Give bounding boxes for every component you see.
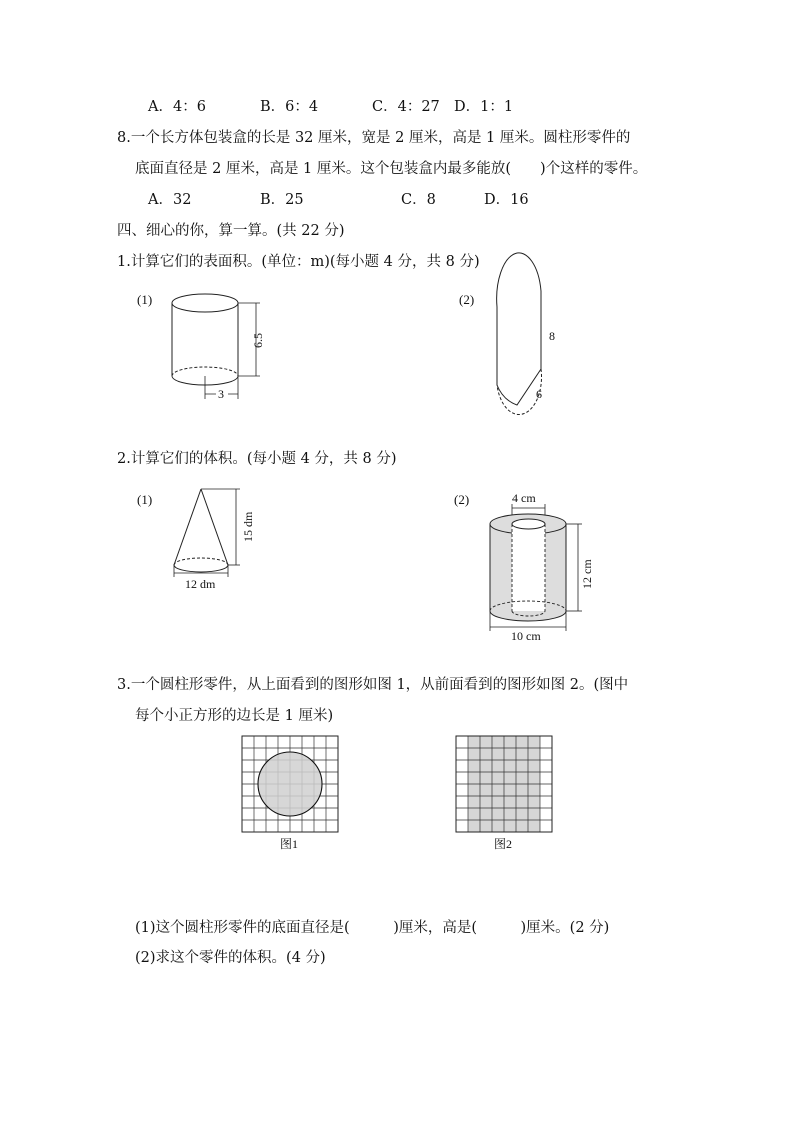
q7-option-a: A．4：6 — [148, 99, 206, 115]
cylinder-figure — [125, 285, 285, 410]
cone-figure — [125, 485, 275, 595]
circle-shape — [258, 752, 322, 816]
q7-option-b: B．6：4 — [260, 99, 319, 115]
radius-label: 3 — [218, 387, 224, 401]
radius-label: 6 — [536, 387, 542, 401]
problem-3-line-1: 3.一个圆柱形零件，从上面看到的图形如图 1，从前面看到的图形如图 2。(图中 — [117, 677, 629, 693]
grid-figure-2 — [454, 735, 554, 860]
problem-1-title: 1.计算它们的表面积。(单位：m)(每小题 4 分，共 8 分) — [117, 254, 480, 270]
outer-diameter-label: 10 cm — [511, 629, 541, 643]
grid-2-caption: 图2 — [494, 837, 513, 851]
figure-label: (2) — [459, 292, 475, 307]
q8-option-b: B．25 — [260, 192, 304, 208]
height-label: 15 dm — [241, 511, 255, 542]
height-label: 8 — [549, 329, 555, 343]
section-title: 四、细心的你，算一算。(共 22 分) — [117, 223, 345, 239]
height-label: 12 cm — [580, 559, 594, 589]
grid-1-caption: 图1 — [280, 837, 299, 851]
half-cylinder-figure — [455, 285, 585, 410]
figure-label: (1) — [137, 292, 153, 307]
diameter-label: 12 dm — [185, 577, 216, 591]
q8-option-a: A．32 — [148, 192, 192, 208]
q7-option-c: C．4：27 — [372, 99, 440, 115]
inner-diameter-label: 4 cm — [512, 491, 536, 505]
figure-label: (1) — [137, 492, 153, 507]
problem-3-line-2: 每个小正方形的边长是 1 厘米) — [135, 708, 334, 724]
q8-line-1: 8.一个长方体包装盒的长是 32 厘米，宽是 2 厘米，高是 1 厘米。圆柱形零件的 — [117, 130, 631, 146]
q8-line-2: 底面直径是 2 厘米，高是 1 厘米。这个包装盒内最多能放( )个这样的零件。 — [135, 161, 648, 177]
q7-option-d: D．1：1 — [454, 99, 514, 115]
figure-label: (2) — [454, 492, 470, 507]
problem-3-sub-1: (1)这个圆柱形零件的底面直径是( )厘米，高是( )厘米。(2 分) — [135, 920, 610, 936]
q8-option-c: C．8 — [401, 192, 436, 208]
problem-3-sub-2: (2)求这个零件的体积。(4 分) — [135, 950, 326, 966]
hollow-cylinder-figure — [450, 485, 600, 650]
grid-figure-1 — [240, 735, 340, 860]
problem-2-title: 2.计算它们的体积。(每小题 4 分，共 8 分) — [117, 451, 397, 467]
height-label: 6.5 — [251, 333, 265, 348]
q8-option-d: D．16 — [484, 192, 529, 208]
